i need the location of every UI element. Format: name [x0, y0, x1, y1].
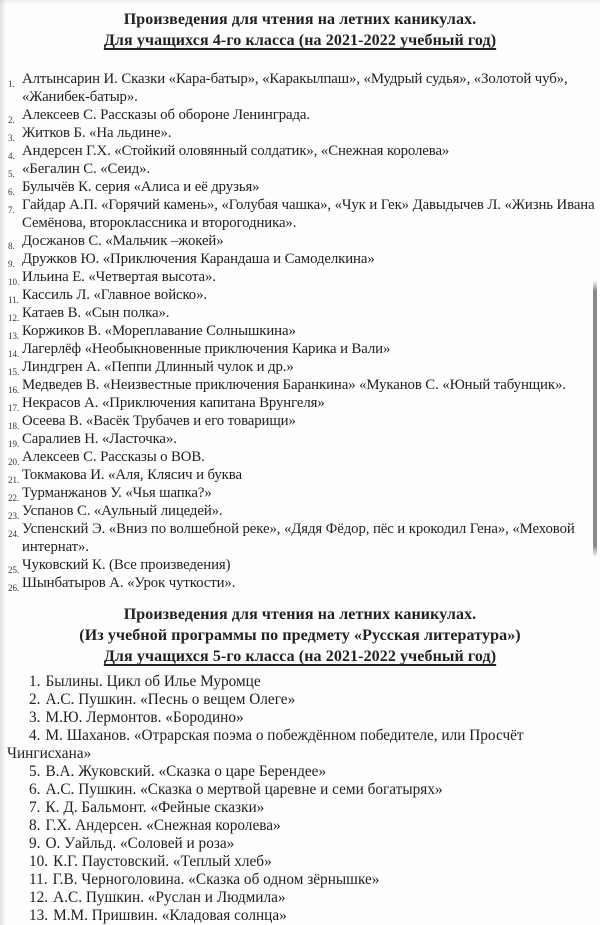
- item-number: 13.: [29, 907, 49, 924]
- item-number: 4.: [29, 727, 41, 744]
- item-text: Линдгрен А. «Пеппи Длинный чулок и др.»: [22, 359, 294, 375]
- item-text: В.А. Жуковский. «Сказка о царе Берендее»: [45, 763, 327, 780]
- reading-list-item: [0, 268, 600, 286]
- item-text: Г.Х. Андерсен. «Снежная королева»: [45, 817, 281, 834]
- grade5-title-line2: (Из учебной программы по предмету «Русская литература»): [79, 627, 521, 644]
- reading-list-item: [0, 466, 600, 484]
- item-text: «Бегалин С. «Сеид».: [22, 161, 151, 177]
- item-number: 1.: [8, 78, 15, 89]
- item-number: 3.: [8, 132, 15, 143]
- reading-list-item: [0, 250, 600, 268]
- item-number: 24.: [8, 528, 20, 539]
- item-number: 5.: [29, 763, 41, 780]
- item-number: 7.: [29, 799, 41, 816]
- reading-list-item: [0, 763, 600, 781]
- reading-list-item: [0, 727, 600, 763]
- reading-list-item: [0, 232, 600, 250]
- item-number: 11.: [29, 871, 48, 888]
- reading-list-item: [0, 556, 600, 574]
- item-number: 9.: [29, 835, 41, 852]
- item-text: Г.В. Черноголовина. «Сказка об одном зёрнышке»: [52, 871, 380, 888]
- reading-list-item: [0, 304, 600, 322]
- reading-list-item: [0, 160, 600, 178]
- item-text: Кассиль Л. «Главное войско».: [22, 287, 208, 303]
- reading-list-item: [0, 322, 600, 340]
- item-text: Досжанов С. «Мальчик –жокей»: [22, 233, 224, 249]
- item-text: М. Шаханов. «Отрарская поэма о побеждённом победителе, или Просчёт Чингисхана»: [7, 727, 524, 762]
- item-text: Успанов С. «Аульный лицедей».: [22, 503, 223, 519]
- reading-list-item: [0, 799, 600, 817]
- reading-list-item: [0, 889, 600, 907]
- reading-list-item: [0, 817, 600, 835]
- grade5-heading: [0, 604, 600, 667]
- grade5-title-line1: Произведения для чтения на летних каникулах.: [123, 606, 477, 623]
- item-text: Турманжанов У. «Чья шапка?»: [22, 485, 212, 501]
- item-text: Ильина Е. «Четвертая высота».: [22, 269, 216, 285]
- item-text: О. Уайльд. «Соловей и роза»: [45, 835, 235, 852]
- item-text: Булычёв К. серия «Алиса и её друзья»: [22, 179, 260, 195]
- item-number: 17.: [8, 402, 20, 413]
- reading-list-item: [0, 781, 600, 799]
- item-text: Лагерлёф «Необыкновенные приключения Карика и Вали»: [22, 341, 391, 357]
- item-number: 26.: [8, 582, 20, 593]
- item-number: 2.: [29, 691, 41, 708]
- item-text: Токмакова И. «Аля, Клясич и буква: [22, 467, 242, 483]
- item-number: 4.: [8, 150, 15, 161]
- reading-list-item: [0, 691, 600, 709]
- item-number: 9.: [8, 258, 15, 269]
- item-number: 5.: [8, 168, 15, 179]
- item-number: 6.: [8, 186, 15, 197]
- item-text: А.С. Пушкин. «Сказка о мертвой царевне и семи богатырях»: [45, 781, 443, 798]
- item-text: Житков Б. «На льдине».: [22, 125, 172, 141]
- grade4-reading-list: [0, 70, 600, 592]
- reading-list-item: [0, 448, 600, 466]
- grade4-title-line2: Для учащихся 4-го класса (на 2021-2022 учебный год): [103, 32, 497, 49]
- item-text: Саралиев Н. «Ласточка».: [22, 431, 177, 447]
- item-text: Андерсен Г.Х. «Стойкий оловянный солдатик», «Снежная королева»: [22, 143, 450, 159]
- reading-list-item: [0, 430, 600, 448]
- reading-list-item: [0, 907, 600, 925]
- item-number: 8.: [29, 817, 41, 834]
- reading-list-item: [0, 196, 600, 232]
- item-text: Катаев В. «Сын полка».: [22, 305, 170, 321]
- reading-list-item: [0, 853, 600, 871]
- item-text: Алексеев С. Рассказы об обороне Ленинграда.: [22, 107, 310, 123]
- item-text: А.С. Пушкин. «Руслан и Людмила»: [53, 889, 286, 906]
- reading-list-item: [0, 124, 600, 142]
- item-text: Гайдар А.П. «Горячий камень», «Голубая чашка», «Чук и Гек» Давыдычев Л. «Жизнь Ивана Семёнова, второклассника и второгодника».: [22, 197, 595, 231]
- item-number: 11.: [8, 294, 19, 305]
- item-text: Успенский Э. «Вниз по волшебной реке», «Дядя Фёдор, пёс и крокодил Гена», «Меховой интернат».: [22, 521, 575, 555]
- item-number: 20.: [8, 456, 20, 467]
- grade4-title-line1: Произведения для чтения на летних каникулах.: [123, 11, 477, 28]
- item-number: 12.: [29, 889, 49, 906]
- item-number: 14.: [8, 348, 20, 359]
- item-text: Осеева В. «Васёк Трубачев и его товарищи»: [22, 413, 296, 429]
- item-text: Алексеев С. Рассказы о ВОВ.: [22, 449, 205, 465]
- item-text: М.М. Пришвин. «Кладовая солнца»: [53, 907, 287, 924]
- item-number: 1.: [29, 673, 41, 690]
- item-text: М.Ю. Лермонтов. «Бородино»: [45, 709, 244, 726]
- item-text: Некрасов А. «Приключения капитана Врунгеля»: [22, 395, 325, 411]
- item-number: 23.: [8, 510, 20, 521]
- reading-list-item: [0, 412, 600, 430]
- reading-list-item: [0, 673, 600, 691]
- item-number: 7.: [8, 204, 15, 215]
- reading-list-item: [0, 340, 600, 358]
- item-text: Медведев В. «Неизвестные приключения Баранкина» «Муканов С. «Юный табунщик».: [22, 377, 566, 393]
- reading-list-item: [0, 574, 600, 592]
- reading-list-item: [0, 286, 600, 304]
- item-text: Дружков Ю. «Приключения Карандаша и Самоделкина»: [22, 251, 375, 267]
- grade4-heading: [0, 0, 600, 51]
- item-number: 19.: [8, 438, 20, 449]
- reading-list-item: [0, 142, 600, 160]
- item-text: Шынбатыров А. «Урок чуткости».: [22, 575, 236, 591]
- item-number: 2.: [8, 114, 15, 125]
- item-text: Алтынсарин И. Сказки «Кара-батыр», «Каракылпаш», «Мудрый судья», «Золотой чуб», «Жанибек-батыр».: [22, 71, 568, 105]
- item-text: Чуковский К. (Все произведения): [22, 557, 231, 573]
- reading-list-item: [0, 178, 600, 196]
- item-number: 8.: [8, 240, 15, 251]
- item-text: Былины. Цикл об Илье Муромце: [45, 673, 261, 690]
- grade5-title-line3: Для учащихся 5-го класса (на 2021-2022 учебный год): [103, 648, 497, 665]
- scrollbar-thumb[interactable]: [593, 280, 597, 557]
- reading-list-item: [0, 358, 600, 376]
- item-number: 6.: [29, 781, 41, 798]
- reading-list-item: [0, 835, 600, 853]
- item-number: 13.: [8, 330, 20, 341]
- item-number: 16.: [8, 384, 20, 395]
- item-number: 3.: [29, 709, 41, 726]
- item-number: 22.: [8, 492, 20, 503]
- reading-list-item: [0, 106, 600, 124]
- item-text: А.С. Пушкин. «Песнь о вещем Олеге»: [45, 691, 296, 708]
- reading-list-item: [0, 394, 600, 412]
- reading-list-item: [0, 70, 600, 106]
- item-number: 15.: [8, 366, 20, 377]
- reading-list-item: [0, 484, 600, 502]
- item-number: 12.: [8, 312, 20, 323]
- reading-list-item: [0, 871, 600, 889]
- grade5-reading-list: [0, 673, 600, 925]
- item-number: 18.: [8, 420, 20, 431]
- reading-list-item: [0, 709, 600, 727]
- item-text: К. Д. Бальмонт. «Фейные сказки»: [45, 799, 265, 816]
- reading-list-item: [0, 376, 600, 394]
- item-text: Коржиков В. «Мореплавание Солнышкина»: [22, 323, 296, 339]
- item-number: 10.: [29, 853, 49, 870]
- reading-list-item: [0, 520, 600, 556]
- item-number: 21.: [8, 474, 20, 485]
- reading-list-item: [0, 502, 600, 520]
- item-number: 10.: [8, 276, 20, 287]
- item-text: К.Г. Паустовский. «Теплый хлеб»: [53, 853, 272, 870]
- item-number: 25.: [8, 564, 20, 575]
